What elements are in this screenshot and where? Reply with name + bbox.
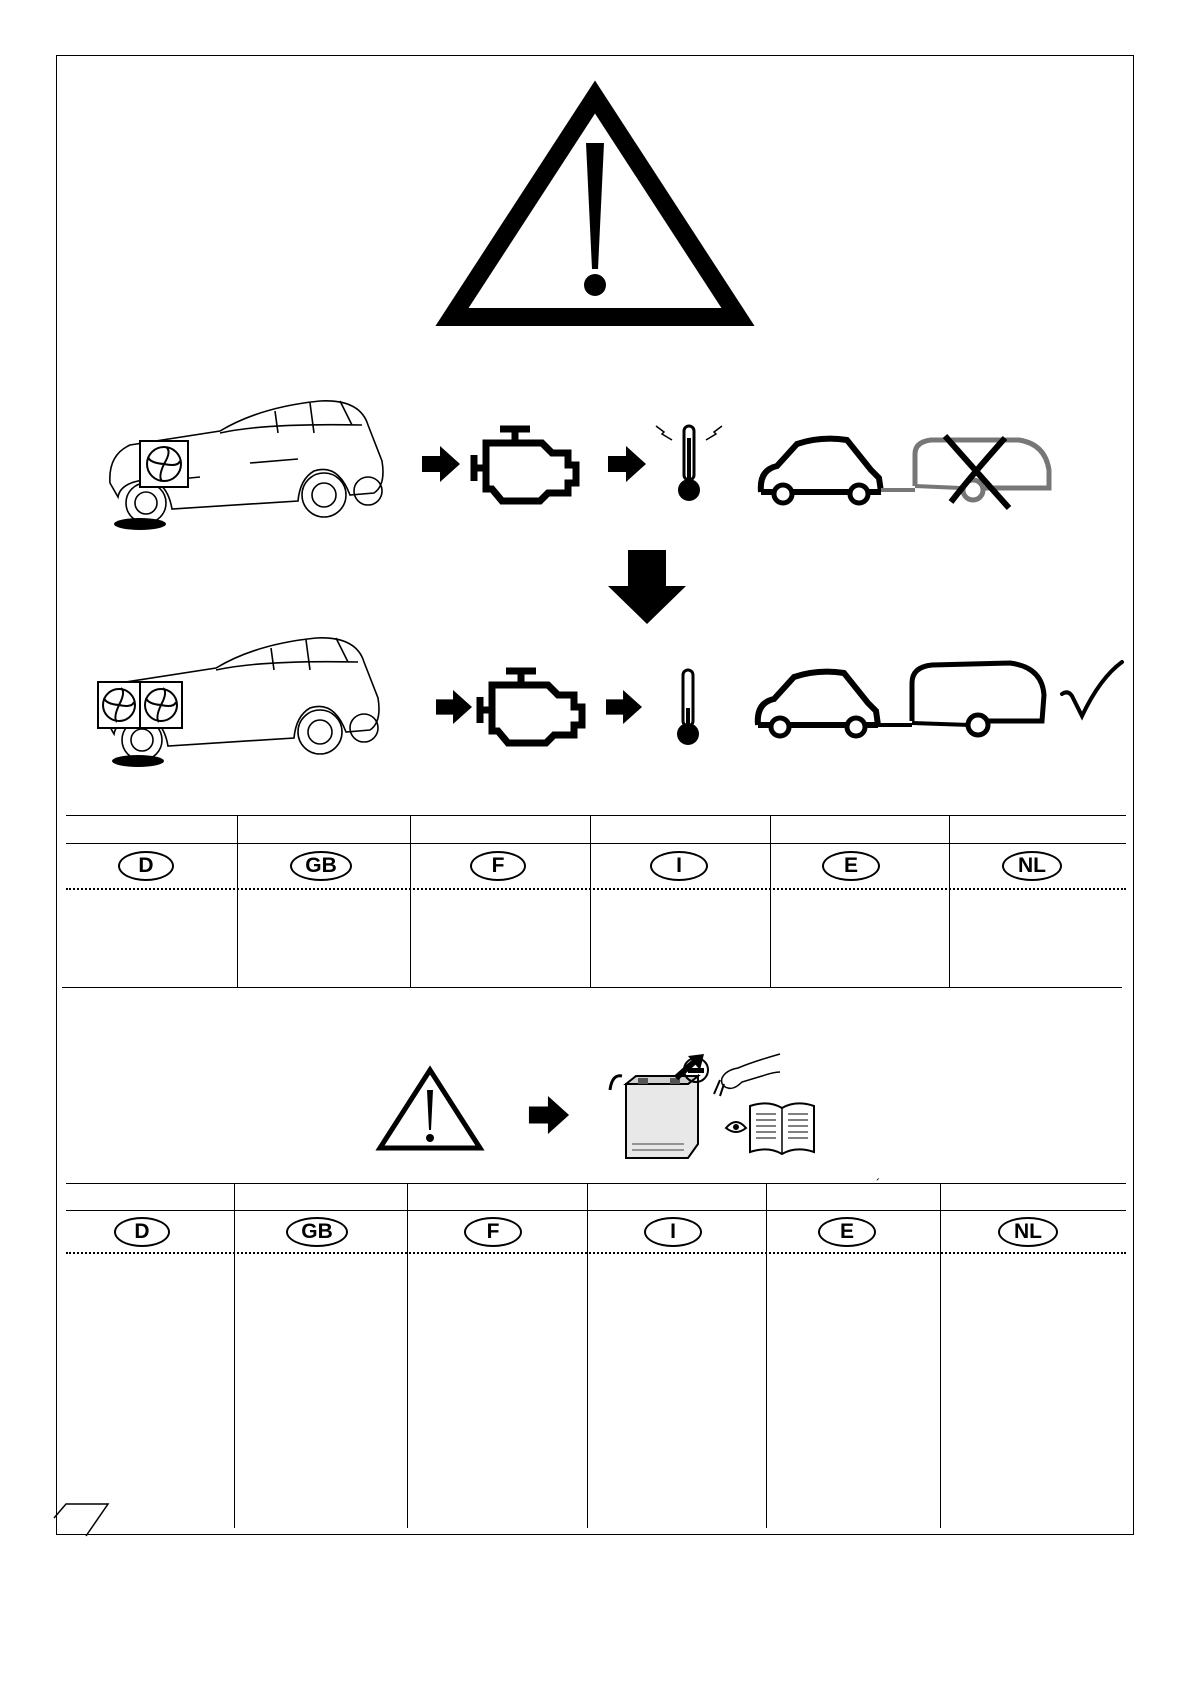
language-badge-e: E [822, 851, 880, 881]
column-divider [237, 815, 238, 987]
column-divider [587, 1183, 588, 1528]
language-badge-f: F [464, 1217, 522, 1247]
checkmark-icon [1060, 660, 1124, 722]
table-header-rule [66, 843, 1126, 844]
caravan-allowed-icon [752, 655, 1052, 750]
table-header-divider [66, 1252, 1126, 1254]
manual-book-icon [722, 1098, 822, 1158]
arrow-right-icon [608, 446, 646, 482]
arrow-right-icon [528, 1096, 570, 1134]
language-badge-gb: GB [290, 851, 352, 881]
column-divider [940, 1183, 941, 1528]
double-radiator-fan-car-icon [92, 630, 402, 780]
language-badge-nl: NL [998, 1217, 1058, 1247]
language-badge-nl: NL [1002, 851, 1062, 881]
language-badge-i: I [644, 1217, 702, 1247]
language-badge-gb: GB [286, 1217, 348, 1247]
column-divider [766, 1183, 767, 1528]
arrow-right-icon [606, 689, 642, 725]
down-arrow-icon [608, 550, 686, 624]
language-badge-e: E [818, 1217, 876, 1247]
column-divider [410, 815, 411, 987]
warning-triangle-small-icon [376, 1066, 484, 1152]
language-badge-i: I [650, 851, 708, 881]
arrow-right-icon [422, 446, 460, 482]
table-top-rule [66, 815, 1126, 816]
minus-terminal-icon [682, 1056, 710, 1084]
language-badge-d: D [118, 851, 174, 881]
engine-check-icon [476, 667, 591, 747]
engine-check-icon [470, 425, 585, 505]
table-header-divider [66, 888, 1126, 890]
thermometer-hot-icon [650, 420, 730, 505]
language-badge-d: D [114, 1217, 170, 1247]
table-top-rule [66, 1183, 1126, 1184]
column-divider [949, 815, 950, 987]
hand-icon [712, 1050, 782, 1098]
warning-triangle-icon [440, 85, 750, 330]
page-corner-mark [54, 1500, 114, 1540]
column-divider [770, 815, 771, 987]
column-divider [590, 815, 591, 987]
column-divider [407, 1183, 408, 1528]
stray-mark: ´ [876, 1176, 881, 1191]
table-header-rule [66, 1210, 1126, 1211]
arrow-right-icon [436, 689, 472, 725]
column-divider [234, 1183, 235, 1528]
caravan-crossed-icon [755, 430, 1055, 515]
single-radiator-fan-car-icon [100, 393, 400, 543]
thermometer-icon [670, 668, 706, 748]
language-badge-f: F [470, 851, 526, 881]
table-bottom-rule [62, 987, 1122, 988]
